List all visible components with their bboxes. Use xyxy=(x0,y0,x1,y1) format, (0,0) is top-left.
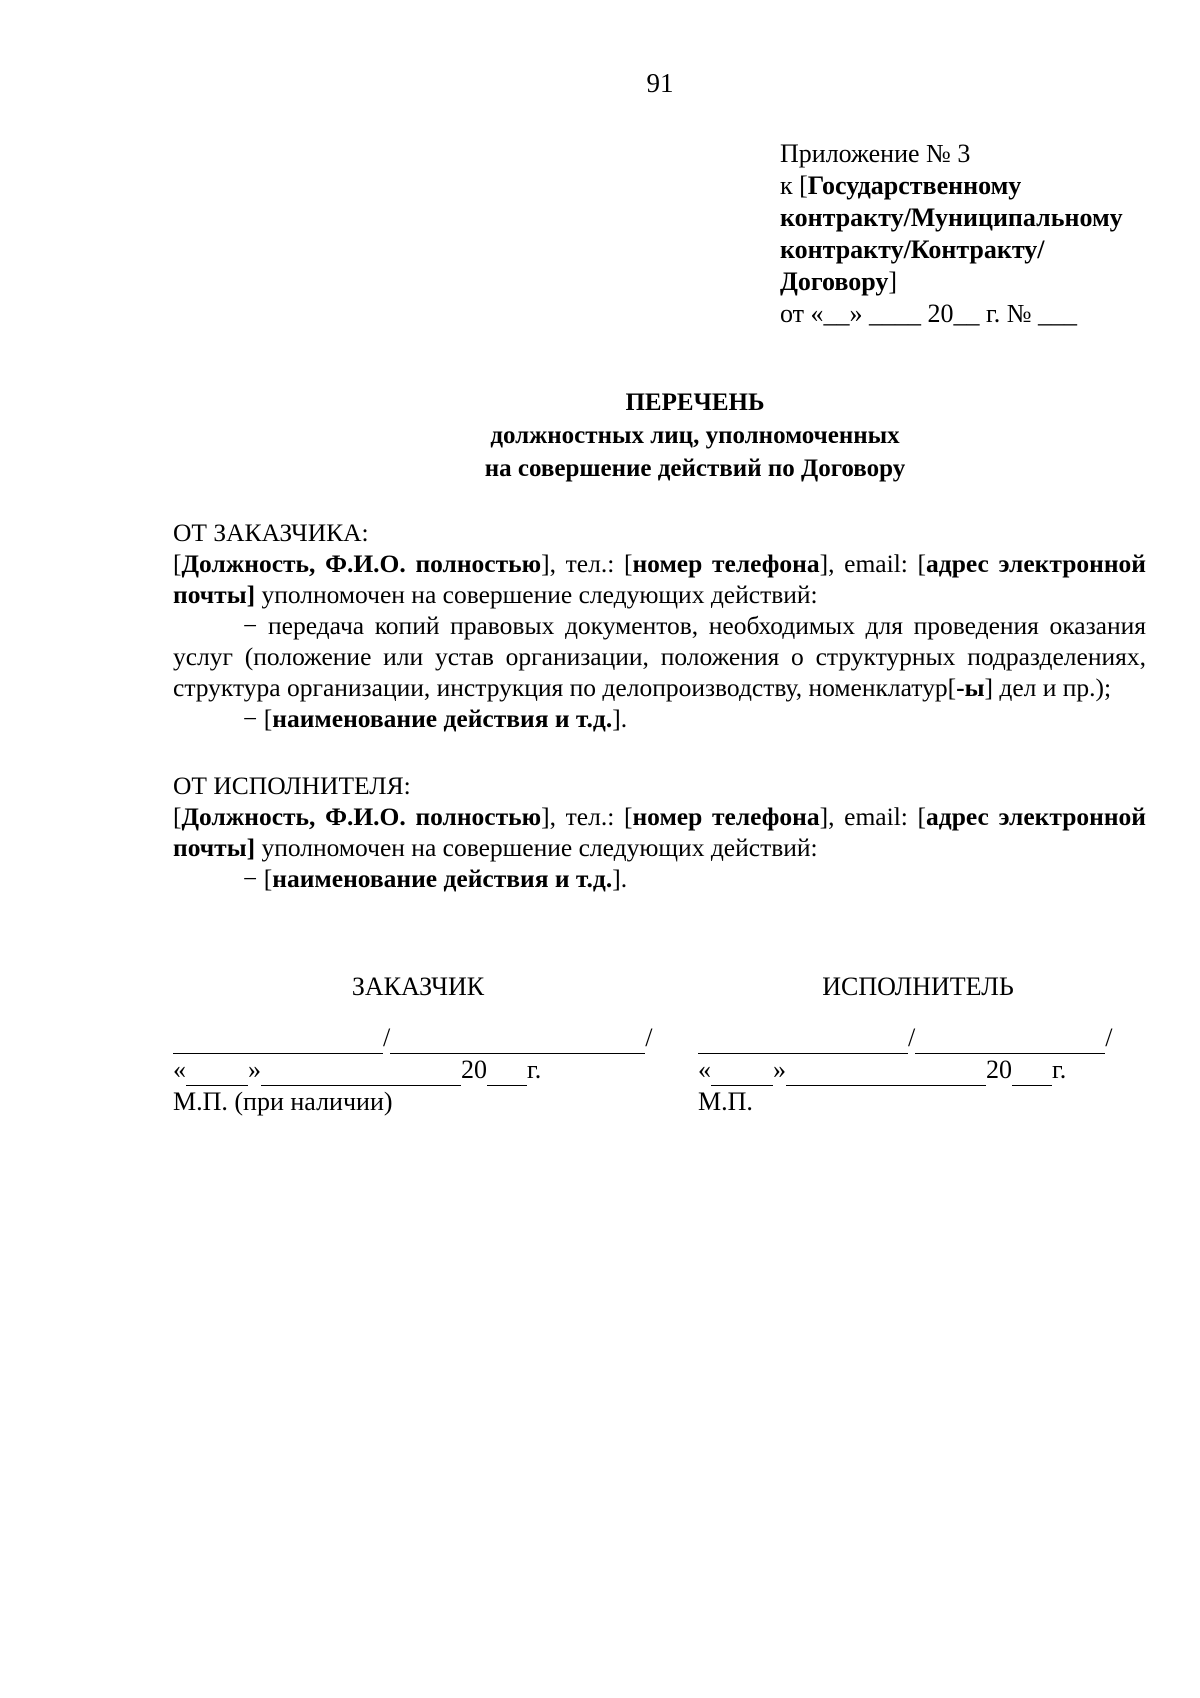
annex-block xyxy=(780,138,1160,330)
title-line-1: ПЕРЕЧЕНЬ xyxy=(625,389,765,416)
customer-date-line: « » 20 г. xyxy=(173,1055,542,1084)
customer-signature-line: / / xyxy=(173,1022,663,1054)
day-blank[interactable] xyxy=(186,1061,248,1086)
name-blank[interactable] xyxy=(390,1029,645,1054)
customer-item-1: − передача копий правовых документов, необходимых для проведения оказания услуг (положение или устав организации, положения о структурных подразделениях, структура организации, инструкция по делопроизводству, номенклатур[-ы] дел и пр.); xyxy=(173,611,1146,702)
month-blank[interactable] xyxy=(786,1061,986,1086)
executor-signature-title: ИСПОЛНИТЕЛЬ xyxy=(822,972,1014,1001)
executor-heading: ОТ ИСПОЛНИТЕЛЯ: xyxy=(173,771,411,800)
customer-signature-block xyxy=(173,972,663,1118)
day-blank[interactable] xyxy=(711,1061,773,1086)
customer-stamp: М.П. (при наличии) xyxy=(173,1087,393,1116)
customer-paragraph: [Должность, Ф.И.О. полностью], тел.: [номер телефона], email: [адрес электронной почты] уполномочен на совершение следующих действий: xyxy=(173,549,1146,609)
executor-date-line: « » 20 г. xyxy=(698,1055,1067,1084)
page-number: 91 xyxy=(646,68,674,98)
annex-line-5: Договору] xyxy=(780,267,898,296)
signature-blank[interactable] xyxy=(173,1029,383,1054)
customer-heading: ОТ ЗАКАЗЧИКА: xyxy=(173,518,369,547)
year-blank[interactable] xyxy=(487,1061,527,1086)
annex-line-4: контракту/Контракту/ xyxy=(780,235,1045,264)
year-blank[interactable] xyxy=(1012,1061,1052,1086)
month-blank[interactable] xyxy=(261,1061,461,1086)
signature-blank[interactable] xyxy=(698,1029,908,1054)
executor-signature-line: / / xyxy=(698,1022,1138,1054)
title-line-3: на совершение действий по Договору xyxy=(484,455,906,482)
executor-signature-block xyxy=(698,972,1138,1118)
annex-line-3: контракту/Муниципальному xyxy=(780,203,1123,232)
document-title xyxy=(300,386,1090,485)
annex-date-line: от «__» ____ 20__ г. № ___ xyxy=(780,299,1078,328)
title-line-2: должностных лиц, уполномоченных xyxy=(490,422,900,449)
name-blank[interactable] xyxy=(915,1029,1105,1054)
customer-signature-title: ЗАКАЗЧИК xyxy=(351,972,485,1001)
customer-item-2: − [наименование действия и т.д.]. xyxy=(243,704,628,733)
annex-line-1: Приложение № 3 xyxy=(780,139,971,168)
executor-item-1: − [наименование действия и т.д.]. xyxy=(243,864,628,893)
document-body xyxy=(173,517,1146,894)
annex-line-2: к [Государственному xyxy=(780,171,1022,200)
executor-paragraph: [Должность, Ф.И.О. полностью], тел.: [номер телефона], email: [адрес электронной почты] уполномочен на совершение следующих действий: xyxy=(173,802,1146,862)
executor-stamp: М.П. xyxy=(698,1087,753,1116)
